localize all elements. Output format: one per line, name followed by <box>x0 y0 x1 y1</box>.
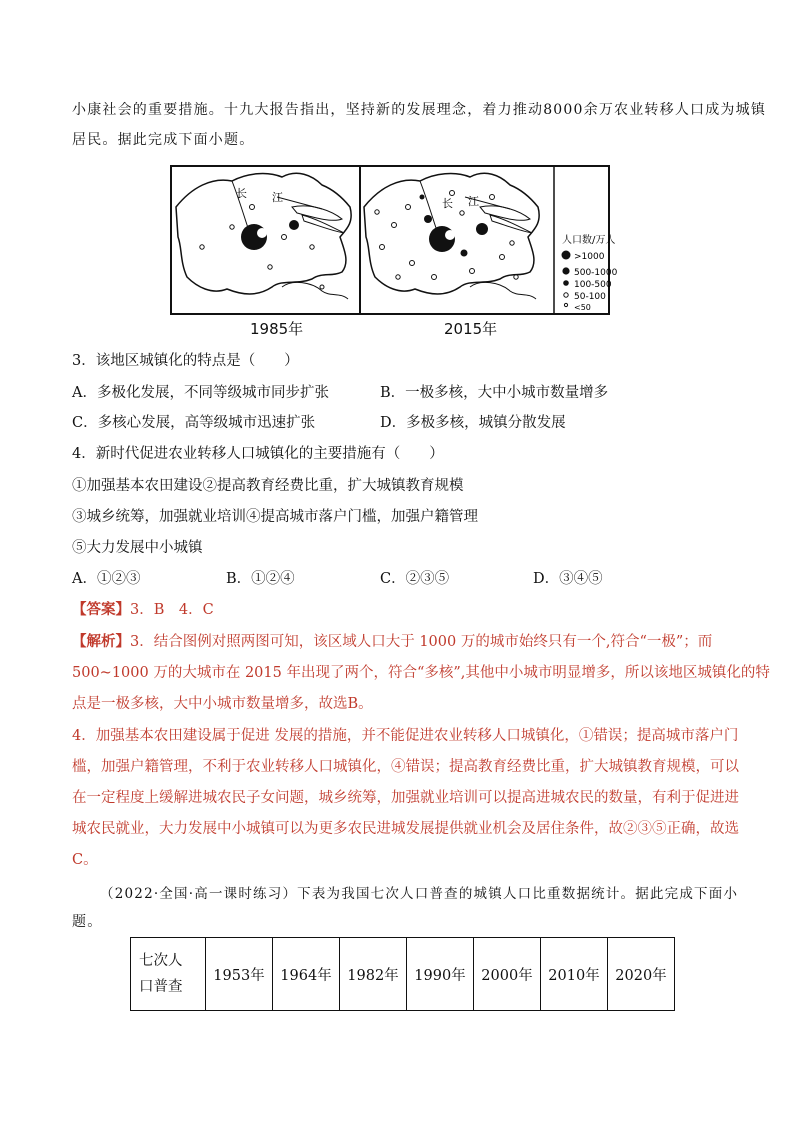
q3-option-b: B．一极多核，大中小城市数量增多 <box>380 385 609 401</box>
map-1985 <box>176 173 351 299</box>
table-cell-year: 1982年 <box>340 938 407 1011</box>
q4-stem: 4．新时代促进农业转移人口城镇化的主要措施有（ ） <box>72 446 444 462</box>
q4-option-d: D．③④⑤ <box>533 571 603 587</box>
table-cell-year: 2020年 <box>608 938 675 1011</box>
q3-option-d: D．多极多核，城镇分散发展 <box>380 415 566 431</box>
analysis-line-8: C。 <box>72 852 98 868</box>
table-row <box>131 938 675 1011</box>
answer-text: 3．B 4．C <box>130 602 214 618</box>
map-svg <box>172 167 618 313</box>
river-label-1985-a: 长 <box>236 187 247 200</box>
answer-line <box>72 600 214 620</box>
answer-label: 【答案】 <box>72 601 130 618</box>
table-cell-year: 2010年 <box>541 938 608 1011</box>
table-cell-year: 2000年 <box>474 938 541 1011</box>
analysis-label: 【解析】 <box>72 633 130 650</box>
map-figure <box>170 165 618 315</box>
map-caption-1985: 1985年 <box>250 320 304 338</box>
q3-stem: 3．该地区城镇化的特点是（ ） <box>72 353 299 369</box>
legend-item-4: 50-100 <box>574 292 606 302</box>
q4-option-b: B．①②④ <box>226 571 295 587</box>
map-2015 <box>364 173 539 299</box>
legend-title: 人口数/万人 <box>562 235 616 246</box>
table-cell-year: 1990年 <box>407 938 474 1011</box>
table-cell-year: 1953年 <box>206 938 273 1011</box>
analysis-line-7: 城农民就业，大力发展中小城镇可以为更多农民进城发展提供就业机会及居住条件，故②③⑤正确，故选 <box>72 821 739 837</box>
river-label-2015-a: 长 <box>442 197 453 210</box>
table-header-cell: 七次人 口普查 <box>131 938 206 1011</box>
table-cell-year: 1964年 <box>273 938 340 1011</box>
q4-option-c: C．②③⑤ <box>380 571 450 587</box>
legend-item-3: 100-500 <box>574 280 612 290</box>
q3-option-c: C．多核心发展，高等级城市迅速扩张 <box>72 415 316 431</box>
analysis-line-6: 在一定程度上缓解进城农民子女问题，城乡统筹，加强就业培训可以提高进城农民的数量，有利于促进进 <box>72 790 739 806</box>
legend-item-2: 500-1000 <box>574 268 618 278</box>
next-intro-line-1: （2022·全国·高一课时练习）下表为我国七次人口普查的城镇人口比重数据统计。据此完成下面小 <box>100 886 739 902</box>
river-label-1985-b: 江 <box>272 191 283 204</box>
q4-item-2: ③城乡统筹，加强就业培训④提高城市落户门槛，加强户籍管理 <box>72 509 478 525</box>
analysis-line-1: 【解析】3．结合图例对照两图可知，该区域人口大于 1000 万的城市始终只有一个,符合“一极”；而 <box>72 633 713 650</box>
analysis-line-3: 点是一极多核，大中小城市数量增多，故选B。 <box>72 696 373 712</box>
river-label-2015-b: 江 <box>468 195 479 208</box>
census-table <box>130 937 675 1011</box>
map-caption-2015: 2015年 <box>444 320 498 338</box>
q4-option-a: A．①②③ <box>72 571 141 587</box>
q4-item-3: ⑤大力发展中小城镇 <box>72 540 203 556</box>
analysis-line-5: 槛，加强户籍管理，不利于农业转移人口城镇化，④错误；提高教育经费比重，扩大城镇教育规模，可以 <box>72 759 739 775</box>
analysis-line-4: 4．加强基本农田建设属于促进 发展的措施，并不能促进农业转移人口城镇化，①错误；提高城市落户门 <box>72 728 739 744</box>
q3-option-a: A．多极化发展，不同等级城市同步扩张 <box>72 385 329 401</box>
next-intro-line-2: 题。 <box>72 914 103 930</box>
legend-item-1: >1000 <box>574 252 605 262</box>
legend <box>562 233 618 312</box>
intro-line-1: 小康社会的重要措施。十九大报告指出，坚持新的发展理念，着力推动8000余万农业转移人口成为城镇 <box>72 102 767 118</box>
analysis-line-2: 500~1000 万的大城市在 2015 年出现了两个，符合“多核”,其他中小城市明显增多，所以该地区城镇化的特 <box>72 665 770 681</box>
intro-line-2: 居民。据此完成下面小题。 <box>72 132 255 148</box>
q4-item-1: ①加强基本农田建设②提高教育经费比重，扩大城镇教育规模 <box>72 478 464 494</box>
legend-item-5: <50 <box>574 303 591 312</box>
